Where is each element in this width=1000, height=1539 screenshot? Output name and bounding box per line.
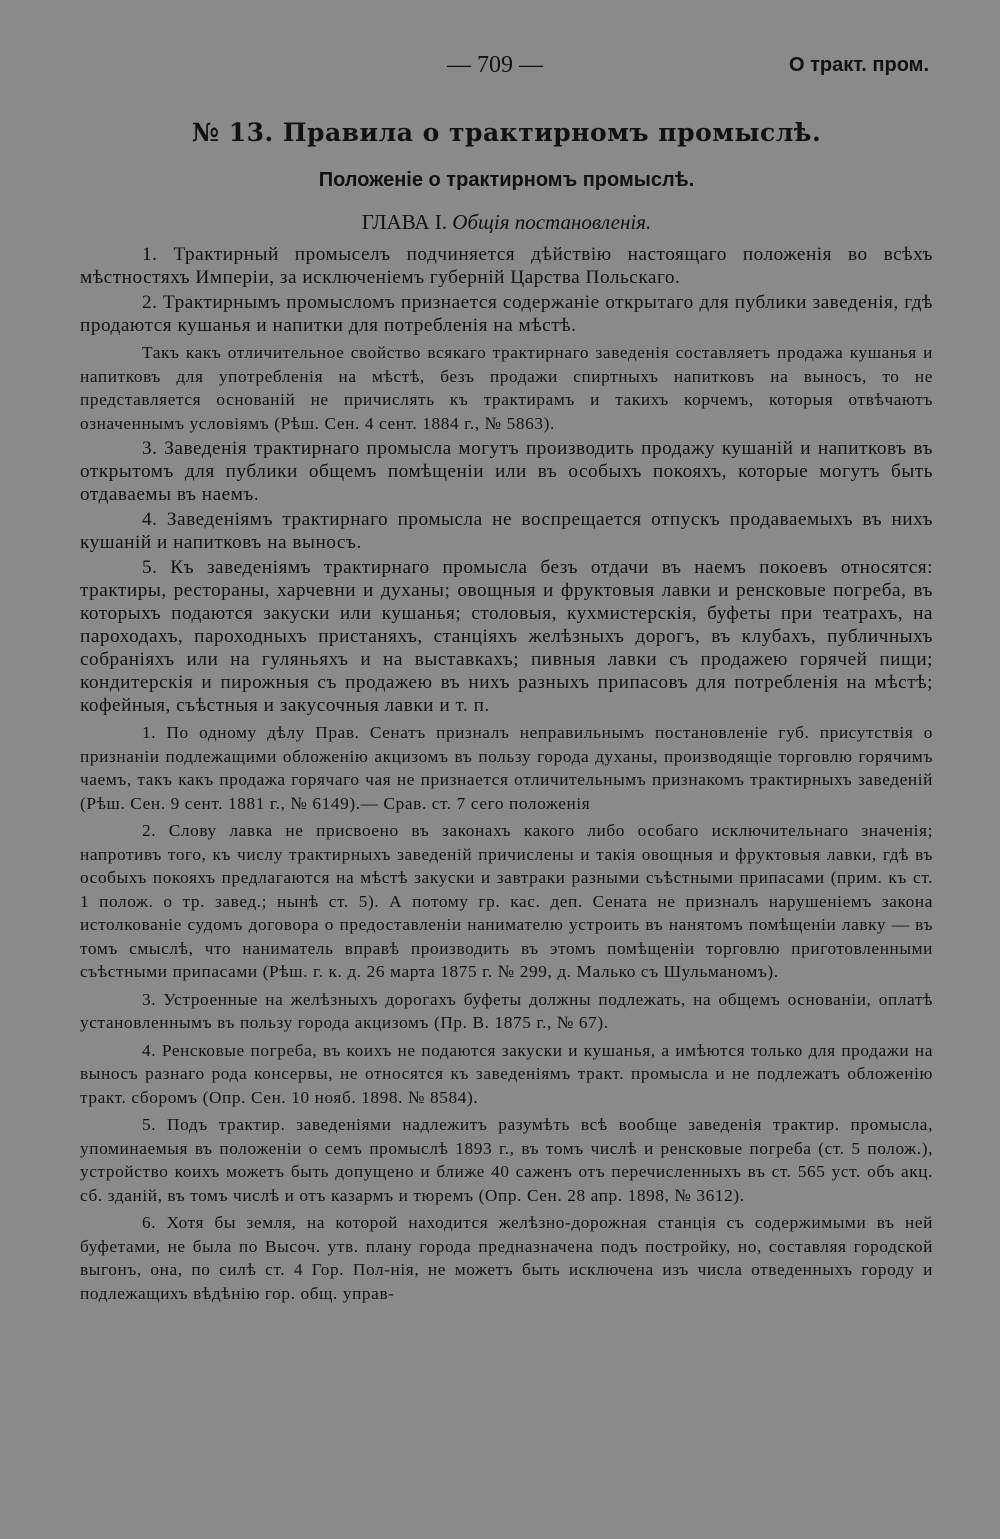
commentary-paragraph: 4. Ренсковые погреба, въ коихъ не подаются закуски и кушанья, а имѣются только для продажи на выносъ разнаго рода консервы, не относятся къ заведеніямъ тракт. промысла и не подлежатъ обложенію тракт. сборомъ (Опр. Сен. 10 нояб. 1898. № 8584).: [80, 1040, 933, 1107]
chapter-label: ГЛАВА I.: [361, 210, 448, 234]
article-paragraph: 5. Къ заведеніямъ трактирнаго промысла безъ отдачи въ наемъ покоевъ относятся: трактиры, рестораны, харчевни и духаны; овощныя и фруктовыя лавки и ренсковые погреба, въ которыхъ подаются закуски или кушанья; столовыя, кухмистерскія, буфеты при театрахъ, на пароходахъ, пароходныхъ пристаняхъ, станціяхъ желѣзныхъ дорогъ, въ клубахъ, публичныхъ собраніяхъ или на гуляньяхъ и на выставкахъ; пивныя лавки съ продажею горячей пищи; кондитерскія и пирожныя съ продажею въ нихъ разныхъ припасовъ для потребленія на мѣстѣ; кофейныя, съѣстныя и закусочныя лавки и т. п.: [80, 557, 933, 716]
commentary-paragraph: Такъ какъ отличительное свойство всякаго трактирнаго заведенія составляетъ продажа кушанья и напитковъ для употребленія на мѣстѣ, безъ продажи спиртныхъ напитковъ на выносъ, то не представляется основаній не причислять къ трактирамъ и такихъ корчемъ, которыя отвѣчаютъ означеннымъ условіямъ (Рѣш. Сен. 4 сент. 1884 г., № 5863).: [80, 343, 933, 433]
document-page: [80, 52, 933, 1305]
commentary-paragraph: 3. Устроенные на желѣзныхъ дорогахъ буфеты должны подлежать, на общемъ основаніи, оплатѣ установленнымъ въ пользу города акцизомъ (Пр. В. 1875 г., № 67).: [80, 989, 933, 1032]
commentary-paragraph: 1. По одному дѣлу Прав. Сенатъ призналъ неправильнымъ постановленіе губ. присутствія о признаніи подлежащими обложенію акцизомъ въ пользу города духаны, производящіе торговлю горячимъ чаемъ, такъ какъ продажа горячаго чая не признается отличительнымъ признакомъ трактирныхъ заведеній (Рѣш. Сен. 9 сент. 1881 г., № 6149).— Срав. ст. 7 сего положенія: [80, 723, 933, 813]
article-paragraph: 3. Заведенія трактирнаго промысла могутъ производить продажу кушаній и напитковъ въ открытомъ для публики общемъ помѣщеніи или въ особыхъ покояхъ, которые могутъ быть отдаваемы въ наемъ.: [80, 438, 933, 505]
article-paragraph: 4. Заведеніямъ трактирнаго промысла не воспрещается отпускъ продаваемыхъ въ нихъ кушаній и напитковъ на выносъ.: [80, 509, 933, 553]
commentary-paragraph: 6. Хотя бы земля, на которой находится желѣзно-дорожная станція съ содержимыми въ ней буфетами, не была по Высоч. утв. плану города предназначена подъ постройку, но, составляя городской выгонъ, она, по силѣ ст. 4 Гор. Пол-нія, не можетъ быть исключена изъ числа отведенныхъ городу и подлежащихъ вѣдѣнію гор. общ. управ-: [80, 1213, 933, 1303]
page-header: [80, 52, 933, 88]
article-paragraph: 1. Трактирный промыселъ подчиняется дѣйствію настоящаго положенія во всѣхъ мѣстностяхъ Имперіи, за исключеніемъ губерній Царства Польскаго.: [80, 244, 933, 288]
commentary-paragraph: 5. Подъ трактир. заведеніями надлежитъ разумѣть всѣ вообще заведенія трактир. промысла, упоминаемыя въ положеніи о семъ промыслѣ 1893 г., въ томъ числѣ и ренсковые погреба (ст. 5 полож.), устройство коихъ можетъ быть допущено и ближе 40 саженъ отъ перечисленныхъ въ ст. 565 уст. объ акц. сб. зданій, въ томъ числѣ и отъ казармъ и тюремъ (Опр. Сен. 28 апр. 1898, № 3612).: [80, 1115, 933, 1205]
chapter-name: Общія постановленія.: [452, 210, 652, 234]
commentary-paragraph: 2. Слову лавка не присвоено въ законахъ какого либо особаго исключительнаго значенія; напротивъ того, къ числу трактирныхъ заведеній причислены и такія овощныя и фруктовыя лавки, гдѣ въ особыхъ покояхъ предлагаются на мѣстѣ закуски и завтраки разными съѣстными припасами (прим. къ ст. 1 полож. о тр. завед.; нынѣ ст. 5). А потому гр. кас. деп. Сената не призналъ нарушеніемъ закона истолкованіе судомъ договора о предоставленіи нанимателю устроить въ нанятомъ помѣщеніи лавку — въ томъ смыслѣ, что наниматель вправѣ производить въ этомъ помѣщеніи торговлю приготовленными съѣстными припасами (Рѣш. г. к. д. 26 марта 1875 г. № 299, д. Малько съ Шульманомъ).: [80, 821, 933, 981]
page-number: — 709 —: [447, 52, 543, 78]
body-text: [80, 243, 933, 1305]
article-paragraph: 2. Трактирнымъ промысломъ признается содержаніе открытаго для публики заведенія, гдѣ продаются кушанья и напитки для потребленія на мѣстѣ.: [80, 292, 933, 336]
chapter-heading: [80, 210, 933, 235]
document-subtitle: Положеніе о трактирномъ промыслѣ.: [318, 169, 695, 191]
document-title: № 13. Правила о трактирномъ промыслѣ.: [191, 118, 822, 147]
running-head: О тракт. пром.: [788, 54, 929, 76]
